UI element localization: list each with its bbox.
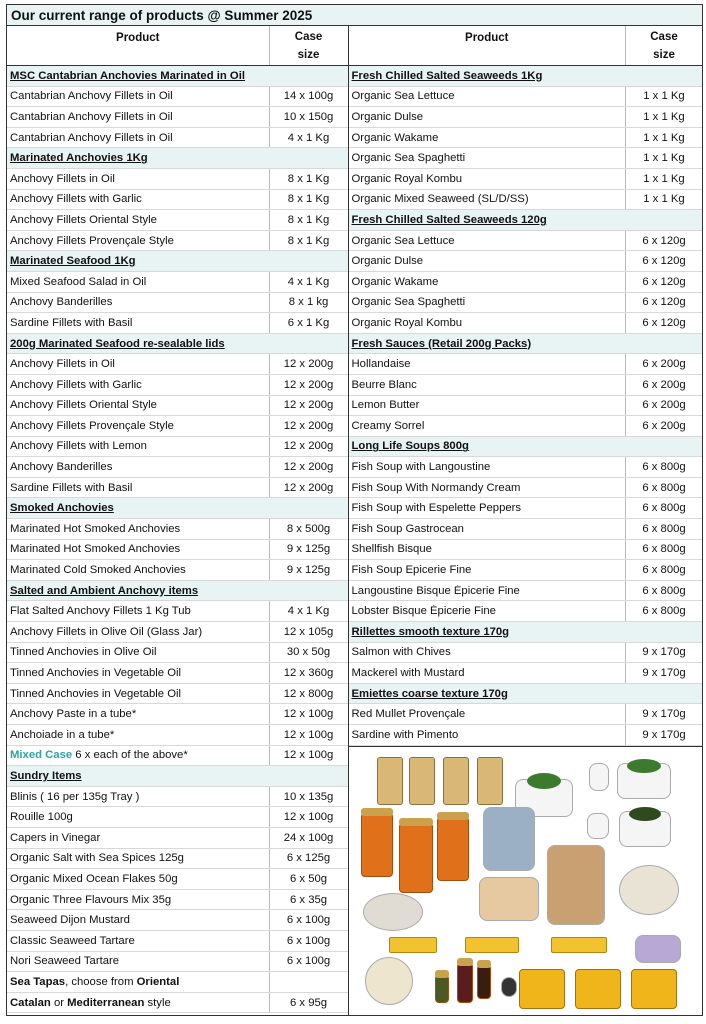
sea-tapas-jar-image (519, 969, 565, 1009)
case-size: 6 x 800g (625, 581, 702, 601)
case-size-empty (270, 334, 348, 354)
sauce-bottle-image (435, 973, 449, 1003)
product-row (7, 416, 348, 437)
product-name: Marinated Hot Smoked Anchovies (10, 543, 181, 556)
section-title: Emiettes coarse texture 170g (351, 687, 508, 700)
product-name: Salmon with Chives (351, 646, 451, 659)
section-title: 200g Marinated Seafood re-sealable lids (10, 337, 225, 350)
case-size: 6 x 120g (625, 231, 702, 251)
seasoning-pack-image (477, 757, 503, 805)
case-size: 12 x 105g (269, 622, 348, 642)
product-name: Langoustine Bisque Épicerie Fine (351, 584, 520, 597)
product-row (349, 190, 702, 211)
product-row (349, 87, 702, 108)
product-name: Tinned Anchovies in Olive Oil (10, 646, 157, 659)
product-name: Sardine Fillets with Basil (10, 316, 133, 329)
case-size-empty (626, 66, 702, 86)
case-size: 12 x 200g (269, 457, 348, 477)
product-row (7, 910, 348, 931)
section-title: Marinated Anchovies 1Kg (10, 152, 148, 165)
product-row (349, 169, 702, 190)
case-size: 12 x 200g (269, 478, 348, 498)
case-size: 6 x 100g (269, 910, 348, 930)
anchovy-lid-image (363, 893, 423, 931)
product-name: Anchovy Fillets with Garlic (10, 193, 142, 206)
section-heading (349, 437, 702, 458)
product-name: Anchovy Banderilles (10, 296, 113, 309)
product-name-rest: 6 x each of the above* (72, 749, 188, 762)
soup-jar-image (437, 815, 469, 881)
case-size: 6 x 800g (625, 601, 702, 621)
product-row (349, 498, 702, 519)
product-name: Tinned Anchovies in Vegetable Oil (10, 687, 182, 700)
blinis-tray-image (479, 877, 539, 921)
case-size: 6 x 200g (625, 375, 702, 395)
product-row (349, 663, 702, 684)
tartare-jar-image (587, 813, 609, 839)
case-size-empty (270, 581, 348, 601)
case-size (269, 972, 348, 992)
case-size: 12 x 100g (269, 807, 348, 827)
sauce-bottle-image (457, 961, 473, 1003)
seasoning-pack-image (409, 757, 435, 805)
product-name (7, 997, 269, 1009)
product-row (7, 684, 348, 705)
case-size: 12 x 200g (269, 416, 348, 436)
case-size: 24 x 100g (269, 828, 348, 848)
case-size-empty (626, 334, 702, 354)
section-title: Rillettes smooth texture 170g (351, 625, 510, 638)
tin-image (635, 935, 681, 963)
sea-tapas-jar-image (575, 969, 621, 1009)
case-size: 8 x 500g (269, 519, 348, 539)
section-heading (7, 148, 348, 169)
left-header (7, 26, 348, 66)
sauce-bottle-image (477, 963, 491, 999)
product-name: Lobster Bisque Épicerie Fine (351, 605, 496, 618)
case-size: 1 x 1 Kg (625, 87, 702, 107)
case-size: 12 x 360g (269, 663, 348, 683)
seaweed-image (629, 807, 661, 821)
product-row (7, 663, 348, 684)
case-size: 9 x 170g (625, 704, 702, 724)
case-size: 6 x 800g (625, 540, 702, 560)
product-name: Anchoiade in a tube* (10, 728, 115, 741)
product-row (7, 190, 348, 211)
product-name: Lemon Butter (351, 399, 420, 412)
case-size: 6 x 50g (269, 869, 348, 889)
page-title: Our current range of products @ Summer 2025 (6, 4, 703, 26)
product-row (7, 457, 348, 478)
product-row (7, 622, 348, 643)
case-size: 6 x 100g (269, 931, 348, 951)
product-row (7, 931, 348, 952)
product-row (349, 293, 702, 314)
case-size: 6 x 120g (625, 272, 702, 292)
product-name: Sardine with Pimento (351, 728, 459, 741)
product-row (7, 354, 348, 375)
section-title: Fresh Sauces (Retail 200g Packs) (351, 337, 532, 350)
mustard-jar-image (589, 763, 609, 791)
product-row (349, 478, 702, 499)
case-size: 6 x 800g (625, 560, 702, 580)
section-heading (7, 581, 348, 602)
case-size: 6 x 800g (625, 498, 702, 518)
product-row (7, 478, 348, 499)
section-title: Sundry Items (10, 769, 82, 782)
product-name (7, 976, 269, 988)
case-size: 6 x 200g (625, 416, 702, 436)
product-row (7, 704, 348, 725)
section-heading (7, 334, 348, 355)
case-size-empty (270, 498, 348, 518)
product-name: Organic Wakame (351, 275, 439, 288)
product-row (7, 849, 348, 870)
product-name: Organic Royal Kombu (351, 172, 463, 185)
seasoning-pack-image (377, 757, 403, 805)
anchovy-tin-image (551, 937, 607, 953)
product-row (7, 231, 348, 252)
product-row (349, 725, 702, 746)
product-name: Organic Dulse (351, 255, 424, 268)
case-size: 14 x 100g (269, 87, 348, 107)
product-row (7, 890, 348, 911)
product-row (7, 128, 348, 149)
product-name: Shellfish Bisque (351, 543, 432, 556)
product-name (7, 749, 269, 761)
product-row (349, 601, 702, 622)
product-name: Anchovy Banderilles (10, 461, 113, 474)
product-row (7, 169, 348, 190)
case-size: 1 x 1 Kg (625, 148, 702, 168)
product-row (7, 437, 348, 458)
product-name: Tinned Anchovies in Vegetable Oil (10, 667, 182, 680)
case-size: 12 x 100g (269, 725, 348, 745)
case-size: 6 x 120g (625, 293, 702, 313)
product-row (7, 313, 348, 334)
section-heading (349, 684, 702, 705)
case-size: 4 x 1 Kg (269, 128, 348, 148)
section-heading (7, 66, 348, 87)
case-size: 6 x 800g (625, 519, 702, 539)
product-name-part: Sea Tapas (10, 975, 66, 988)
product-name: Marinated Hot Smoked Anchovies (10, 522, 181, 535)
case-size: 30 x 50g (269, 643, 348, 663)
case-size: 9 x 170g (625, 643, 702, 663)
right-rows (349, 66, 702, 746)
case-size: 6 x 800g (625, 478, 702, 498)
section-title: Fresh Chilled Salted Seaweeds 120g (351, 213, 547, 226)
product-row (7, 725, 348, 746)
right-column (349, 26, 702, 1015)
product-name: Blinis ( 16 per 135g Tray ) (10, 790, 140, 803)
seasoning-pack-image (443, 757, 469, 805)
product-row (349, 272, 702, 293)
soup-jar-image (361, 811, 393, 877)
product-row (7, 787, 348, 808)
product-row (7, 952, 348, 973)
product-name: Organic Three Flavours Mix 35g (10, 893, 172, 906)
case-size: 6 x 200g (625, 354, 702, 374)
product-name: Organic Royal Kombu (351, 316, 463, 329)
product-name: Hollandaise (351, 358, 411, 371)
case-size-empty (626, 437, 702, 457)
anchovy-tray-image (547, 845, 605, 925)
section-heading (7, 498, 348, 519)
case-header: Case size (625, 26, 702, 65)
case-size: 9 x 125g (269, 540, 348, 560)
anchovy-pack-image (483, 807, 535, 871)
case-size: 12 x 800g (269, 684, 348, 704)
case-size: 6 x 120g (625, 313, 702, 333)
product-name: Cantabrian Anchovy Fillets in Oil (10, 90, 173, 103)
product-row (7, 869, 348, 890)
product-row (349, 643, 702, 664)
case-size: 9 x 170g (625, 663, 702, 683)
product-row (7, 601, 348, 622)
product-row (7, 519, 348, 540)
product-name: Capers in Vinegar (10, 831, 101, 844)
product-name: Seaweed Dijon Mustard (10, 914, 130, 927)
product-name-part: , choose from (65, 975, 137, 988)
case-size: 12 x 200g (269, 437, 348, 457)
product-row (349, 540, 702, 561)
product-name: Organic Mixed Ocean Flakes 50g (10, 872, 178, 885)
case-size: 12 x 200g (269, 396, 348, 416)
case-size: 12 x 200g (269, 354, 348, 374)
product-name: Classic Seaweed Tartare (10, 934, 135, 947)
case-size: 6 x 1 Kg (269, 313, 348, 333)
product-row (349, 251, 702, 272)
product-row (349, 313, 702, 334)
case-size: 6 x 95g (269, 993, 348, 1013)
product-name: Rouille 100g (10, 811, 73, 824)
case-size-empty (270, 148, 348, 168)
product-row (349, 704, 702, 725)
seaweed-image (527, 773, 561, 789)
case-size: 8 x 1 Kg (269, 210, 348, 230)
product-name-part: or (50, 996, 68, 1009)
section-title: Marinated Seafood 1Kg (10, 255, 136, 268)
case-size: 12 x 100g (269, 704, 348, 724)
section-title: MSC Cantabrian Anchovies Marinated in Oil (10, 69, 245, 82)
section-title: Long Life Soups 800g (351, 440, 469, 453)
product-name: Marinated Cold Smoked Anchovies (10, 564, 186, 577)
product-row (7, 643, 348, 664)
case-size: 6 x 35g (269, 890, 348, 910)
case-size: 12 x 100g (269, 746, 348, 766)
product-row (7, 396, 348, 417)
product-photos (349, 746, 702, 1015)
product-row (349, 231, 702, 252)
product-name: Organic Sea Spaghetti (351, 296, 466, 309)
product-name: Flat Salted Anchovy Fillets 1 Kg Tub (10, 605, 191, 618)
section-heading (349, 210, 702, 231)
seaweed-image (627, 759, 661, 773)
case-size: 9 x 170g (625, 725, 702, 745)
section-title: Fresh Chilled Salted Seaweeds 1Kg (351, 69, 543, 82)
case-size: 4 x 1 Kg (269, 601, 348, 621)
case-size: 10 x 135g (269, 787, 348, 807)
section-heading (7, 766, 348, 787)
case-size: 6 x 800g (625, 457, 702, 477)
product-name: Organic Salt with Sea Spices 125g (10, 852, 184, 865)
case-size: 1 x 1 Kg (625, 190, 702, 210)
product-name: Nori Seaweed Tartare (10, 955, 120, 968)
product-name: Anchovy Fillets Provençale Style (10, 419, 174, 432)
product-row (7, 972, 348, 993)
product-row (7, 560, 348, 581)
case-size-empty (270, 766, 348, 786)
case-size-empty (626, 684, 702, 704)
case-size: 9 x 125g (269, 560, 348, 580)
marinated-tub-image (619, 865, 679, 915)
product-name: Fish Soup with Langoustine (351, 461, 491, 474)
product-name: Fish Soup Gastrocean (351, 522, 464, 535)
product-row (7, 540, 348, 561)
product-name-part: Mediterranean (67, 996, 145, 1009)
case-size: 8 x 1 Kg (269, 190, 348, 210)
left-rows (7, 66, 348, 1013)
product-name: Beurre Blanc (351, 378, 417, 391)
product-row (7, 375, 348, 396)
product-row (349, 581, 702, 602)
case-size: 10 x 150g (269, 107, 348, 127)
product-name: Anchovy Fillets Oriental Style (10, 399, 157, 412)
product-header: Product (465, 32, 509, 44)
section-heading (7, 251, 348, 272)
product-row (7, 993, 348, 1014)
case-size-empty (270, 66, 348, 86)
mixed-case-label: Mixed Case (10, 749, 73, 762)
product-row (349, 107, 702, 128)
product-name: Cantabrian Anchovy Fillets in Oil (10, 131, 173, 144)
product-row (349, 375, 702, 396)
product-name: Fish Soup Epicerie Fine (351, 564, 472, 577)
case-size: 1 x 1 Kg (625, 107, 702, 127)
product-name-part: style (144, 996, 171, 1009)
product-row (7, 746, 348, 767)
case-size: 8 x 1 Kg (269, 169, 348, 189)
right-header (349, 26, 702, 66)
spice-jar-image (501, 977, 517, 997)
product-name: Organic Dulse (351, 110, 424, 123)
product-name: Sardine Fillets with Basil (10, 481, 133, 494)
product-row (7, 828, 348, 849)
section-heading (349, 622, 702, 643)
product-header: Product (116, 32, 160, 44)
product-row (349, 560, 702, 581)
product-name-part: Oriental (136, 975, 180, 988)
product-row (349, 457, 702, 478)
case-header: Case size (269, 26, 348, 65)
product-name: Anchovy Paste in a tube* (10, 708, 137, 721)
product-name: Anchovy Fillets with Lemon (10, 440, 147, 453)
product-row (7, 272, 348, 293)
product-name: Mackerel with Mustard (351, 667, 465, 680)
case-size: 4 x 1 Kg (269, 272, 348, 292)
case-size: 6 x 200g (625, 396, 702, 416)
product-row (7, 87, 348, 108)
product-row (7, 807, 348, 828)
product-name: Mixed Seafood Salad in Oil (10, 275, 147, 288)
case-size: 12 x 200g (269, 375, 348, 395)
product-name: Anchovy Fillets in Oil (10, 172, 115, 185)
price-list-sheet (6, 4, 703, 1016)
product-name: Anchovy Fillets in Olive Oil (Glass Jar) (10, 625, 203, 638)
product-name: Anchovy Fillets with Garlic (10, 378, 142, 391)
product-name: Fish Soup with Espelette Peppers (351, 502, 522, 515)
product-name: Organic Sea Lettuce (351, 90, 455, 103)
case-size: 6 x 125g (269, 849, 348, 869)
product-name: Organic Sea Lettuce (351, 234, 455, 247)
case-size-empty (270, 251, 348, 271)
product-name: Anchovy Fillets in Oil (10, 358, 115, 371)
product-row (349, 128, 702, 149)
case-size: 8 x 1 kg (269, 293, 348, 313)
case-size: 1 x 1 Kg (625, 128, 702, 148)
product-name: Organic Mixed Seaweed (SL/D/SS) (351, 193, 529, 206)
case-size: 8 x 1 Kg (269, 231, 348, 251)
section-heading (349, 66, 702, 87)
product-name-part: Catalan (10, 996, 51, 1009)
product-row (7, 293, 348, 314)
banderilles-tub-image (365, 957, 413, 1005)
section-heading (349, 334, 702, 355)
soup-jar-image (399, 821, 433, 893)
product-name: Creamy Sorrel (351, 419, 425, 432)
product-name: Anchovy Fillets Oriental Style (10, 213, 157, 226)
product-row (349, 416, 702, 437)
case-size-empty (626, 210, 702, 230)
case-size: 6 x 100g (269, 952, 348, 972)
product-name: Red Mullet Provençale (351, 708, 466, 721)
section-title: Salted and Ambient Anchovy items (10, 584, 199, 597)
product-name: Organic Wakame (351, 131, 439, 144)
product-name: Anchovy Fillets Provençale Style (10, 234, 174, 247)
product-name: Organic Sea Spaghetti (351, 152, 466, 165)
anchovy-tin-image (465, 937, 519, 953)
product-row (7, 210, 348, 231)
case-size: 6 x 120g (625, 251, 702, 271)
case-size-empty (626, 622, 702, 642)
product-row (349, 519, 702, 540)
case-size: 1 x 1 Kg (625, 169, 702, 189)
product-row (349, 148, 702, 169)
anchovy-tin-image (389, 937, 437, 953)
product-name: Fish Soup With Normandy Cream (351, 481, 521, 494)
product-row (7, 107, 348, 128)
product-row (349, 396, 702, 417)
left-column (7, 26, 349, 1015)
product-row (349, 354, 702, 375)
sea-tapas-jar-image (631, 969, 677, 1009)
product-name: Cantabrian Anchovy Fillets in Oil (10, 110, 173, 123)
section-title: Smoked Anchovies (10, 502, 114, 515)
